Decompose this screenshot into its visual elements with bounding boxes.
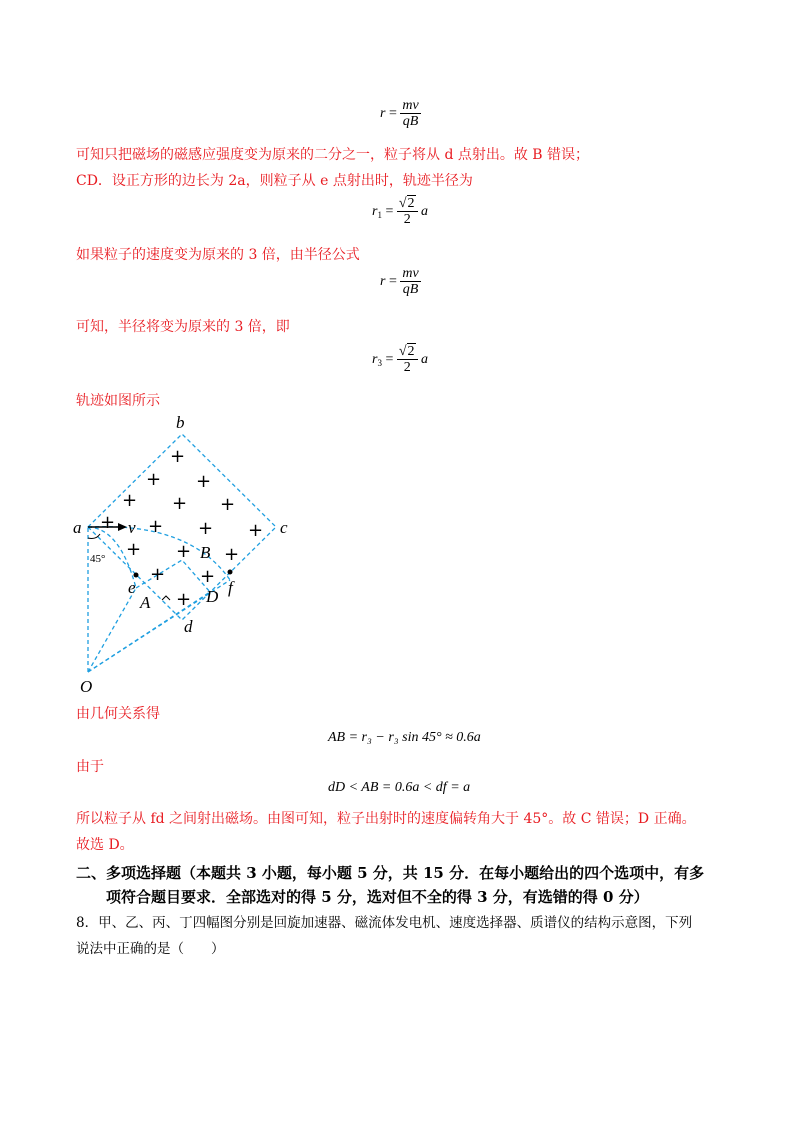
ab-length-formula: AB = r₃ − r₃ sin 45° ≈ 0.6a — [328, 730, 481, 745]
comparison-formula: dD < AB = 0.6a < df = a — [328, 780, 471, 795]
velocity-arrowhead — [118, 523, 127, 531]
field-plus: + — [172, 493, 188, 514]
label-v: v — [128, 518, 136, 537]
label-e: e — [128, 578, 136, 597]
field-plus: + — [150, 564, 166, 585]
answer-line-6: 由几何关系得 — [76, 706, 160, 722]
question-8-line-2: 说法中正确的是（ ） — [76, 941, 225, 957]
label-B: B — [200, 543, 211, 562]
radius-r3-formula: $r_3$ = $\frac{√2}{2}$ a — [372, 344, 429, 375]
label-c: c — [280, 518, 288, 537]
answer-line-1: 可知只把磁场的磁感应强度变为原来的二分之一，粒子将从 d 点射出。故 B 错误； — [76, 147, 590, 163]
label-D: D — [206, 587, 219, 606]
answer-line-7: 由于 — [76, 759, 104, 775]
field-plus: + — [220, 494, 236, 515]
label-f: f — [228, 578, 233, 597]
chord-lines — [136, 560, 210, 592]
field-plus: + — [176, 589, 192, 610]
field-plus: + — [148, 516, 164, 537]
field-plus: + — [198, 518, 214, 539]
field-plus: + — [170, 446, 186, 467]
field-plus: + — [248, 520, 264, 541]
label-O: O — [80, 677, 93, 696]
answer-line-5: 轨迹如图所示 — [76, 393, 160, 409]
field-plus: + — [146, 469, 162, 490]
field-plus: + — [196, 471, 212, 492]
question-8-line-1: 8．甲、乙、丙、丁四幅图分别是回旋加速器、磁流体发电机、速度选择器、质谱仪的结构示意图，下列 — [76, 915, 693, 931]
answer-line-8: 所以粒子从 fd 之间射出磁场。由图可知，粒子出射时的速度偏转角大于 45°。故 C 错误；D 正确。 — [76, 811, 696, 827]
label-angle: 45° — [90, 553, 106, 565]
radius-formula-1: r = $\frac{mv}{qB}$ — [380, 98, 419, 129]
field-plus: + — [176, 541, 192, 562]
field-plus: + — [224, 544, 240, 565]
section-heading-line-2: 项符合题目要求．全部选对的得 5 分，选对但不全的得 3 分，有选错的得 0 分） — [106, 888, 649, 906]
field-plus: + — [126, 539, 142, 560]
answer-line-3: 如果粒子的速度变为原来的 3 倍，由半径公式 — [76, 247, 360, 263]
label-d: d — [184, 617, 193, 636]
answer-line-9: 故选 D。 — [76, 837, 134, 853]
answer-line-4: 可知，半径将变为原来的 3 倍，即 — [76, 319, 290, 335]
section-heading-line-1: 二、多项选择题（本题共 3 小题，每小题 5 分，共 15 分．在每小题给出的四个选项中，有多 — [76, 864, 705, 882]
right-angle-mark — [162, 596, 170, 600]
label-a: a — [73, 518, 82, 537]
label-b: b — [176, 413, 185, 432]
radius-r1-formula: $r_1$ = $\frac{√2}{2}$ a — [372, 196, 429, 227]
label-A: A — [140, 593, 151, 612]
field-plus: + — [100, 512, 116, 533]
point-e — [134, 573, 139, 578]
radius-line-Oe — [88, 588, 136, 672]
field-plus: + — [122, 490, 138, 511]
point-f — [228, 570, 233, 575]
field-plus: + — [200, 566, 216, 587]
answer-line-2: CD．设正方形的边长为 2a，则粒子从 e 点射出时，轨迹半径为 — [76, 173, 473, 189]
radius-formula-2: r = $\frac{mv}{qB}$ — [380, 266, 419, 297]
trajectory-diagram — [70, 410, 310, 700]
